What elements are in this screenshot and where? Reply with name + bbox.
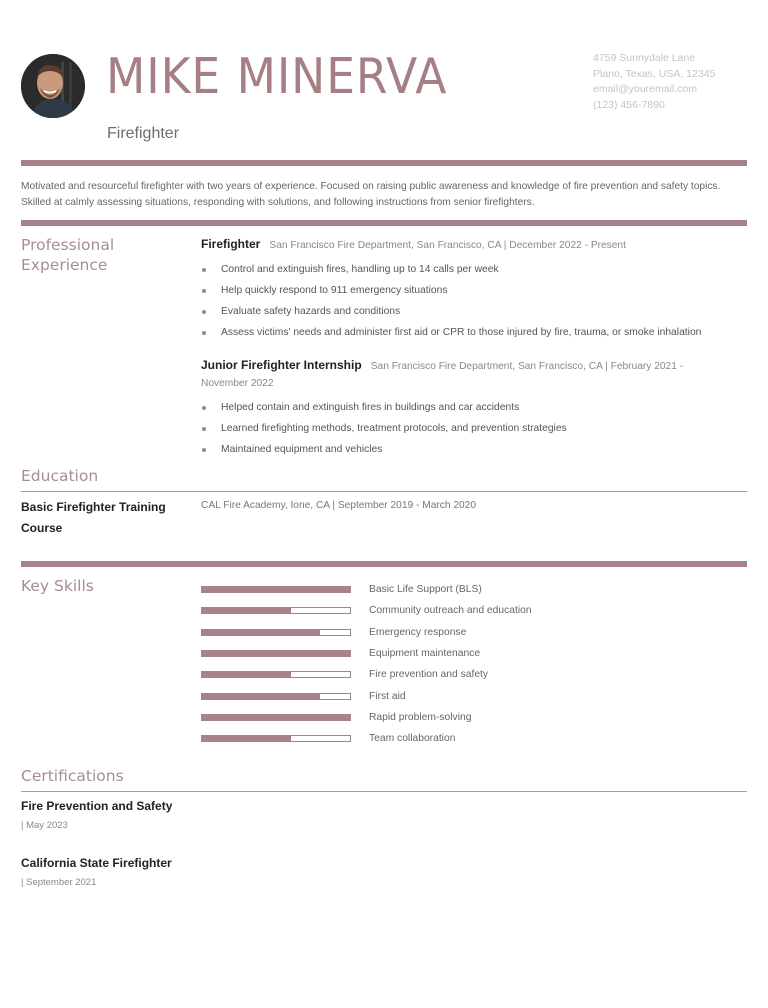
candidate-name: MIKE MINERVA xyxy=(106,48,448,105)
bullet-text: Helped contain and extinguish fires in buildings and car accidents xyxy=(221,402,520,413)
skill-level-fill xyxy=(202,694,320,699)
skills-heading: Key Skills xyxy=(21,577,94,595)
skill-level-fill xyxy=(202,587,350,592)
skill-row xyxy=(201,622,532,643)
certifications-heading: Certifications xyxy=(21,767,124,785)
job-role: Firefighter xyxy=(201,237,261,251)
summary-text: Motivated and resourceful firefighter with two years of experience. Focused on raising public awareness and knowledge of fire prevention and safety topics. Skilled at calmly assessing situations, responding with solutions, and following instructions from senior firefighters. xyxy=(21,181,721,208)
divider xyxy=(21,220,747,226)
skill-row xyxy=(201,728,532,749)
skill-level-bar xyxy=(201,650,351,657)
bullet-icon xyxy=(202,448,206,452)
certification-name: Fire Prevention and Safety xyxy=(21,799,173,813)
education-title: Basic Firefighter Training Course xyxy=(21,500,166,535)
skill-level-bar xyxy=(201,671,351,678)
skill-row xyxy=(201,600,532,621)
list-item xyxy=(201,418,701,439)
experience-heading-line1: Professional xyxy=(21,236,115,254)
list-item xyxy=(201,280,741,301)
skill-level-fill xyxy=(202,630,320,635)
divider xyxy=(21,561,747,567)
job-meta: San Francisco Fire Department, San Francisco, CA | December 2022 - Present xyxy=(269,240,626,251)
divider xyxy=(21,791,747,792)
bullet-icon xyxy=(202,406,206,410)
certification-date: | September 2021 xyxy=(21,877,97,888)
skill-row xyxy=(201,643,532,664)
skill-level-bar xyxy=(201,735,351,742)
certification-name: California State Firefighter xyxy=(21,856,172,870)
divider xyxy=(21,160,747,166)
skills-list xyxy=(201,579,532,749)
profile-photo-icon xyxy=(21,54,85,118)
skill-label: Community outreach and education xyxy=(369,605,532,617)
bullet-text: Learned firefighting methods, treatment protocols, and prevention strategies xyxy=(221,423,567,434)
list-item xyxy=(201,439,701,460)
job-meta: San Francisco Fire Department, San Francisco, CA | February 2021 - November 2022 xyxy=(201,361,684,389)
education-heading: Education xyxy=(21,467,99,485)
candidate-title: Firefighter xyxy=(107,125,180,142)
skill-level-fill xyxy=(202,715,350,720)
experience-heading xyxy=(21,235,114,275)
certification-entry xyxy=(21,798,172,832)
certification-date: | May 2023 xyxy=(21,820,68,831)
experience-heading-line2: Experience xyxy=(21,256,108,274)
bullet-icon xyxy=(202,427,206,431)
skill-level-fill xyxy=(202,608,291,613)
bullet-text: Assess victims' needs and administer first aid or CPR to those injured by fire, trauma, or smoke inhalation xyxy=(221,327,702,338)
job-entry xyxy=(201,357,701,460)
list-item xyxy=(201,397,701,418)
bullet-icon xyxy=(202,289,206,293)
job-header xyxy=(201,357,701,392)
skill-level-bar xyxy=(201,607,351,614)
skill-row xyxy=(201,664,532,685)
bullet-text: Maintained equipment and vehicles xyxy=(221,444,383,455)
skill-row xyxy=(201,707,532,728)
email[interactable]: email@youremail.com xyxy=(593,83,698,95)
skill-level-bar xyxy=(201,693,351,700)
skill-row xyxy=(201,685,532,706)
skill-level-bar xyxy=(201,714,351,721)
skill-level-fill xyxy=(202,736,291,741)
job-entry xyxy=(201,236,741,343)
skill-label: Team collaboration xyxy=(369,733,456,745)
skill-level-bar xyxy=(201,629,351,636)
certification-entry xyxy=(21,855,172,889)
phone: (123) 456-7890 xyxy=(593,98,665,111)
skill-label: Emergency response xyxy=(369,626,467,638)
avatar xyxy=(21,54,85,118)
job-bullets xyxy=(201,397,701,460)
list-item xyxy=(201,301,741,322)
skill-label: Basic Life Support (BLS) xyxy=(369,584,482,596)
skill-label: Equipment maintenance xyxy=(369,648,481,660)
skill-row xyxy=(201,579,532,600)
list-item xyxy=(201,322,741,343)
address-line-1: 4759 Sunnydale Lane xyxy=(593,52,696,64)
job-role: Junior Firefighter Internship xyxy=(201,358,362,372)
skill-level-fill xyxy=(202,651,350,656)
education-meta: CAL Fire Academy, Ione, CA | September 2019 - March 2020 xyxy=(201,500,477,511)
skill-level-fill xyxy=(202,672,291,677)
list-item xyxy=(201,259,741,280)
contact-info xyxy=(593,51,715,113)
bullet-icon xyxy=(202,331,206,335)
job-bullets xyxy=(201,259,741,343)
skill-label: First aid xyxy=(369,690,406,702)
bullet-text: Help quickly respond to 911 emergency situations xyxy=(221,285,448,296)
bullet-icon xyxy=(202,268,206,272)
skill-level-bar xyxy=(201,586,351,593)
address-line-2: Plano, Texas, USA, 12345 xyxy=(593,67,716,80)
bullet-icon xyxy=(202,310,206,314)
bullet-text: Evaluate safety hazards and conditions xyxy=(221,306,401,317)
bullet-text: Control and extinguish fires, handling up to 14 calls per week xyxy=(221,264,499,275)
job-header xyxy=(201,236,741,254)
divider xyxy=(21,491,747,492)
skill-label: Fire prevention and safety xyxy=(369,669,489,681)
skill-label: Rapid problem-solving xyxy=(369,711,472,723)
